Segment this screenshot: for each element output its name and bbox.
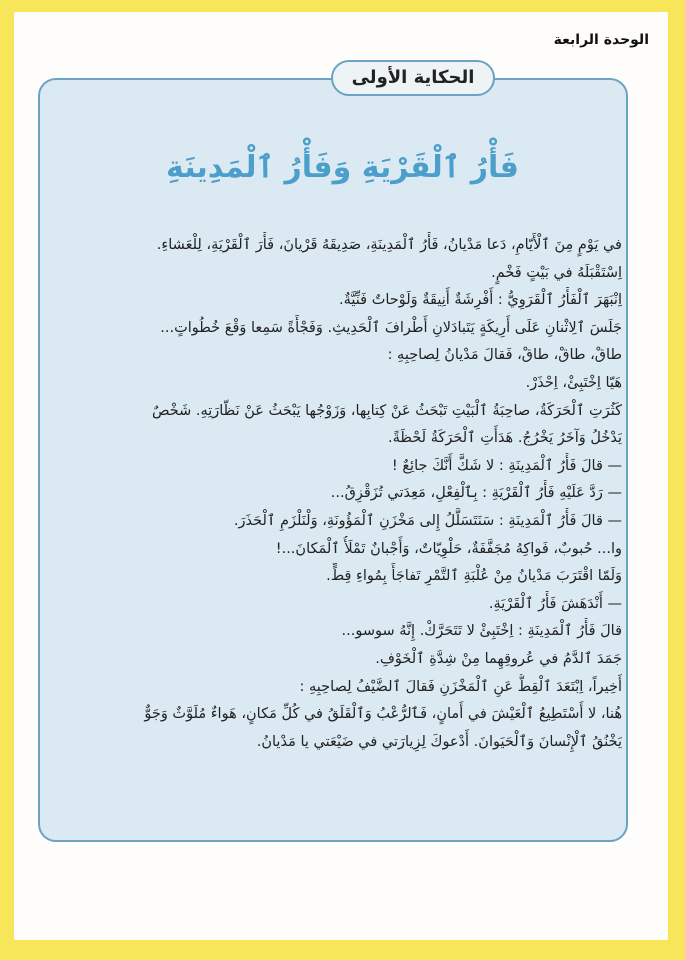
story-line: — قالَ فَأْرُ ٱلْمَدِينَةِ : لا شَكَّ أَنَّكَ جائِعٌ ! (391, 457, 622, 474)
story-line: طاقْ، طاقْ، طاقْ، فَقالَ مَدْيانُ لِصاحِبِهِ : (387, 347, 622, 364)
story-line: اِسْتَقْبَلَهُ في بَيْتٍ فَخْمٍ. (491, 264, 622, 281)
unit-heading: الوحدة الرابعة (553, 32, 649, 48)
story-line: اِنْبَهَرَ ٱلْفَأْرُ ٱلْقَرَوِيُّ : أَفْرِشَةٌ أَنِيقَةٌ وَلَوْحاتٌ فَنِّيَّةٌ. (339, 292, 622, 309)
story-line: يَخْنُقُ ٱلْإِنْسانَ وَٱلْحَيَوانَ. أَدْعوكَ لِزِيارَتي في ضَيْعَتي يا مَدْيانُ. (256, 733, 622, 750)
story-line: أَخِيراً، اِبْتَعَدَ ٱلْقِطُّ عَنِ ٱلْمَخْزَنِ فَقالَ ٱلضَّيْفُ لِصاحِبِهِ : (299, 678, 622, 695)
story-text (66, 232, 622, 756)
story-line: جَمَدَ ٱلدَّمُ في عُروقِهِما مِنْ شِدَّةِ ٱلْخَوْفِ. (375, 650, 622, 667)
story-line: وَلَمّا اقْتَرَبَ مَدْيانُ مِنْ عُلْبَةِ ٱلتَّمْرِ تَفاجَأَ بِمُواءِ قِطٍّ. (326, 568, 622, 585)
story-line: هُنا، لا أَسْتَطِيعُ ٱلْعَيْشَ في أَمانٍ، فَٱلرُّعْبُ وَٱلْقَلَقُ في كُلِّ مَكانٍ، هَواءٌ مُلَوَّثٌ وَجَوٌّ (144, 706, 622, 723)
story-line: قالَ فَأْرُ ٱلْمَدِينَةِ : اِخْتَبِئْ لا تَتَحَرَّكْ. إِنَّهُ سوسو... (341, 623, 622, 640)
story-line: هَيّا اِخْتَبِئْ، اِحْذَرْ. (525, 374, 622, 391)
story-line: في يَوْمٍ مِنَ ٱلْأَيّامِ، دَعا مَدْيانُ، فَأْرُ ٱلْمَدِينَةِ، صَدِيقَهُ قَرْيانَ، فَأْرَ ٱلْقَرْيَةِ، لِلْعَشاءِ. (156, 237, 622, 253)
story-line: يَدْخُلُ وَآخَرُ يَخْرُجُ. هَدَأَتِ ٱلْحَرَكَةُ لَحْظَةً. (388, 430, 622, 447)
story-line: كَثُرَتِ ٱلْحَرَكَةُ، صاحِبَةُ ٱلْبَيْتِ تَبْحَثُ عَنْ كِتابِها، وَزَوْجُها يَبْحَثُ عَنْ نَظّارَتِهِ. شَخْصٌ (151, 402, 622, 419)
story-tab-label: الحكاية الأولى (331, 60, 495, 96)
story-line: — رَدَّ عَلَيْهِ فَأْرُ ٱلْقَرْيَةِ : بِٱلْفِعْلِ، مَعِدَتي تُزَقْزِقُ... (330, 485, 622, 502)
story-line: — أَنْدَهَشَ فَأْرُ ٱلْقَرْيَةِ. (488, 595, 622, 612)
story-line: — قالَ فَأْرُ ٱلْمَدِينَةِ : سَنَتَسَلَّلُ إِلى مَخْزَنِ ٱلْمَؤُونَةِ، وَلْنَلْزَمِ ٱلْحَذَرَ. (233, 512, 622, 529)
story-title: فَأْرُ ٱلْقَرْيَةِ وَفَأْرُ ٱلْمَدِينَةِ (166, 150, 519, 185)
story-line: جَلَسَ ٱلِاثْنانِ عَلَى أَرِيكَةٍ يَتَبادَلانِ أَطْرافَ ٱلْحَدِيثِ. وَفَجْأَةً سَمِعا وَقْعَ خُطُواتٍ... (160, 319, 622, 336)
story-line: وا... حُبوبٌ، فَواكِهُ مُجَفَّفَةٌ، حَلْوِيّاتٌ، وَأَجْبانٌ تَمْلَأُ ٱلْمَكانَ...! (275, 540, 622, 557)
